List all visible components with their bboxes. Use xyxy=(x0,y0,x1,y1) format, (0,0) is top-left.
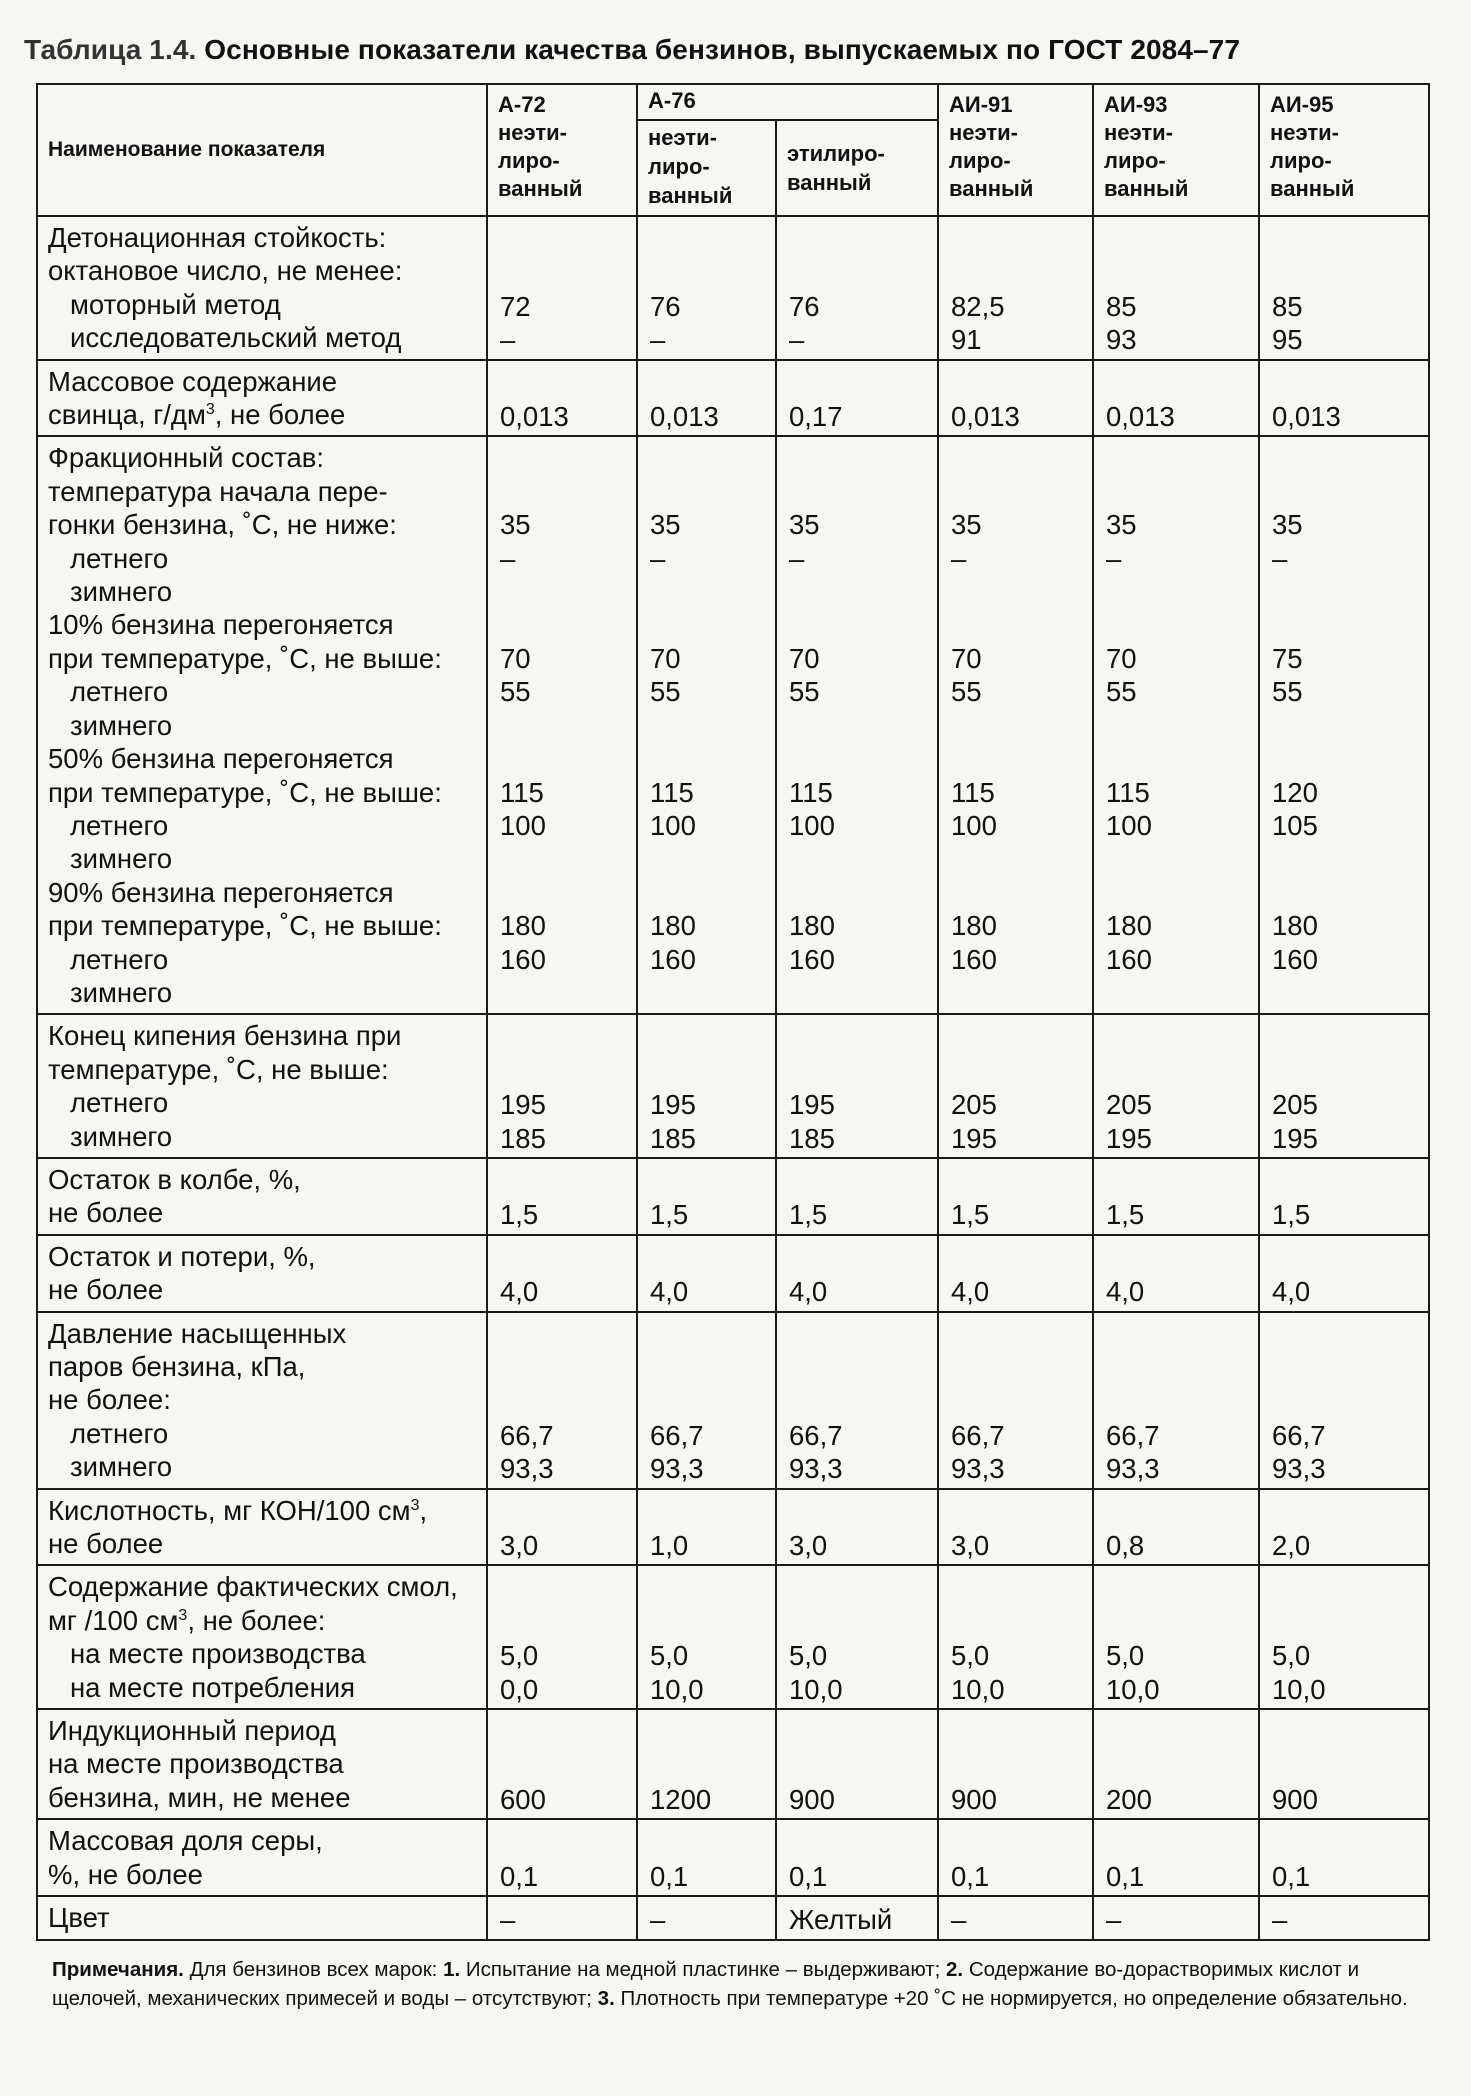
value: 115 xyxy=(1106,776,1150,808)
label-line: Фракционный состав: xyxy=(48,442,325,474)
table-title: Основные показатели качества бензинов, выпускаемых по ГОСТ 2084–77 xyxy=(204,34,1241,65)
value-cell xyxy=(776,216,938,360)
value: – xyxy=(500,324,516,356)
value: 55 xyxy=(789,676,820,708)
label-sub: зимнего xyxy=(70,843,173,875)
label-line: температуре, ˚С, не выше: xyxy=(48,1053,389,1085)
value-cell: 4,0 xyxy=(776,1235,938,1312)
label-gums xyxy=(37,1565,487,1709)
value-cell xyxy=(776,1565,938,1709)
value: 93,3 xyxy=(1272,1453,1326,1485)
value-cell xyxy=(938,1565,1093,1709)
value: 93,3 xyxy=(789,1453,843,1485)
value-cell xyxy=(1093,1014,1259,1158)
label-lead xyxy=(37,360,487,437)
label-endboil xyxy=(37,1014,487,1158)
label-sub: зимнего xyxy=(70,1451,173,1483)
header-a76-leaded xyxy=(776,120,938,216)
value-cell xyxy=(1093,1312,1259,1489)
label-line: Конец кипения бензина при xyxy=(48,1020,402,1052)
value: 35 xyxy=(650,509,681,541)
label-sub: зимнего xyxy=(70,709,173,741)
label-sulfur xyxy=(37,1819,487,1896)
superscript: 3 xyxy=(410,1496,420,1514)
value: 105 xyxy=(1272,810,1318,842)
value: 100 xyxy=(500,810,546,842)
value: 5,0 xyxy=(1272,1640,1311,1672)
value-cell: – xyxy=(1259,1896,1429,1939)
sub-a76-leaded-1: этилиро- xyxy=(787,141,885,166)
value-cell: 4,0 xyxy=(1259,1235,1429,1312)
value-cell xyxy=(487,1312,637,1489)
value-cell: 3,0 xyxy=(938,1489,1093,1566)
label-line: не более: xyxy=(48,1384,171,1416)
label-sub: зимнего xyxy=(70,1120,173,1152)
value: 10,0 xyxy=(951,1673,1005,1705)
value-cell xyxy=(637,1014,776,1158)
header-indicator-name: Наименование показателя xyxy=(37,84,487,216)
header-a76-unleaded xyxy=(637,120,776,216)
value: 205 xyxy=(951,1089,997,1121)
value-cell: 600 xyxy=(487,1709,637,1819)
value-cell: 1,0 xyxy=(637,1489,776,1566)
sub-a72-1: неэти- xyxy=(498,120,568,145)
value-cell: – xyxy=(487,1896,637,1939)
value-cell: – xyxy=(1093,1896,1259,1939)
label-line: на месте производства xyxy=(48,1748,344,1780)
value-cell: 1,5 xyxy=(1093,1158,1259,1235)
value-cell: 4,0 xyxy=(487,1235,637,1312)
value: 76 xyxy=(789,290,820,322)
sub-a76-2: лиро- xyxy=(648,154,710,179)
label-sub: зимнего xyxy=(70,976,173,1008)
label-line: 90% бензина перегоняется xyxy=(48,876,394,908)
note-text: Плотность при температуре +20 ˚С не нормируется, но определение обязательно. xyxy=(620,1986,1408,2010)
label-line: 50% бензина перегоняется xyxy=(48,743,394,775)
superscript: 3 xyxy=(178,1606,188,1624)
value: 10,0 xyxy=(1106,1673,1160,1705)
value-cell: 0,1 xyxy=(776,1819,938,1896)
value: – xyxy=(1106,542,1122,574)
value-cell: 0,1 xyxy=(1093,1819,1259,1896)
value: 66,7 xyxy=(1106,1419,1160,1451)
value-cell: 1,5 xyxy=(776,1158,938,1235)
label-line: 10% бензина перегоняется xyxy=(48,609,394,641)
value-cell: 2,0 xyxy=(1259,1489,1429,1566)
value: 93 xyxy=(1106,324,1137,356)
label-line: паров бензина, кПа, xyxy=(48,1351,306,1382)
value: – xyxy=(789,542,805,574)
value: 180 xyxy=(500,910,546,942)
table-number: Таблица 1.4. xyxy=(24,34,197,65)
value: 76 xyxy=(650,290,681,322)
value: 55 xyxy=(650,676,681,708)
page xyxy=(26,28,1426,2013)
label-line: бензина, мин, не менее xyxy=(48,1781,351,1813)
value-cell xyxy=(637,216,776,360)
value-cell: 1,5 xyxy=(487,1158,637,1235)
value-cell: 900 xyxy=(776,1709,938,1819)
value-cell xyxy=(487,1014,637,1158)
value: 55 xyxy=(1106,676,1137,708)
label-line: при температуре, ˚С, не выше: xyxy=(48,642,442,674)
value-cell xyxy=(487,436,637,1014)
row-actual-gums xyxy=(37,1565,1429,1709)
header-ai95 xyxy=(1259,84,1429,216)
label-line: не более xyxy=(48,1528,164,1560)
value: 160 xyxy=(951,943,997,975)
value: 55 xyxy=(500,676,531,708)
table-caption xyxy=(24,28,1426,72)
row-induction-period xyxy=(37,1709,1429,1819)
label-induction xyxy=(37,1709,487,1819)
value: – xyxy=(650,324,666,356)
value: 180 xyxy=(1106,910,1152,942)
label-part: мг /100 см xyxy=(48,1604,179,1636)
sub-ai93-2: лиро- xyxy=(1104,148,1166,173)
value: 95 xyxy=(1272,324,1303,356)
label-sub: летнего xyxy=(70,943,169,975)
note-text: Испытание на медной пластинке – выдерживают; xyxy=(465,1957,941,1981)
value-cell: 0,17 xyxy=(776,360,938,437)
value-cell xyxy=(938,1014,1093,1158)
value-cell: 0,013 xyxy=(938,360,1093,437)
sub-ai93-1: неэти- xyxy=(1104,120,1174,145)
value: – xyxy=(500,542,516,574)
value: 10,0 xyxy=(1272,1673,1326,1705)
sub-a72-3: ванный xyxy=(498,176,583,201)
note-number: 1. xyxy=(443,1957,461,1981)
value-cell: 4,0 xyxy=(637,1235,776,1312)
value-cell xyxy=(1259,1565,1429,1709)
value-cell: 1,5 xyxy=(938,1158,1093,1235)
value: 35 xyxy=(951,509,982,541)
value: 195 xyxy=(1106,1122,1152,1154)
sub-ai95-3: ванный xyxy=(1270,176,1355,201)
label-acidity xyxy=(37,1489,487,1566)
sub-ai93-3: ванный xyxy=(1104,176,1189,201)
value: 5,0 xyxy=(500,1640,539,1672)
value: 93,3 xyxy=(951,1453,1005,1485)
value: 66,7 xyxy=(951,1419,1005,1451)
sub-ai95-2: лиро- xyxy=(1270,148,1332,173)
label-losses xyxy=(37,1235,487,1312)
row-end-boiling xyxy=(37,1014,1429,1158)
value: 120 xyxy=(1272,776,1318,808)
label-line: Индукционный период xyxy=(48,1715,336,1747)
value: – xyxy=(1272,542,1288,574)
label-knock xyxy=(37,216,487,360)
label-line xyxy=(48,1604,486,1637)
label-line: гонки бензина, ˚С, не ниже: xyxy=(48,509,397,541)
value: 75 xyxy=(1272,643,1303,675)
value: 66,7 xyxy=(650,1419,704,1451)
value: 70 xyxy=(650,643,681,675)
value-cell xyxy=(1093,216,1259,360)
value-cell xyxy=(1259,1014,1429,1158)
value: 93,3 xyxy=(650,1453,704,1485)
label-line: Детонационная стойкость: xyxy=(48,222,387,253)
grade-ai91: АИ-91 xyxy=(949,92,1013,117)
row-vapor-pressure xyxy=(37,1312,1429,1489)
value: 185 xyxy=(500,1122,546,1154)
label-residue xyxy=(37,1158,487,1235)
label-sub: летнего xyxy=(70,1417,169,1449)
note-number: 3. xyxy=(597,1986,615,2010)
value-cell xyxy=(1259,436,1429,1014)
label-part: , xyxy=(419,1494,428,1526)
value-cell: 0,1 xyxy=(637,1819,776,1896)
value-cell: Желтый xyxy=(776,1896,938,1939)
value-cell: – xyxy=(637,1896,776,1939)
label-line: октановое число, не менее: xyxy=(48,255,403,287)
label-sub: летнего xyxy=(70,542,169,574)
label-line: не более xyxy=(48,1197,164,1229)
value: – xyxy=(650,542,666,574)
value: 180 xyxy=(1272,910,1318,942)
label-line: Содержание фактических смол, xyxy=(48,1571,458,1603)
label-sub: зимнего xyxy=(70,576,173,608)
value-cell xyxy=(487,1565,637,1709)
header-a72 xyxy=(487,84,637,216)
value: 115 xyxy=(650,776,694,808)
value: 195 xyxy=(789,1089,835,1121)
value: 55 xyxy=(951,676,982,708)
label-part: , не более: xyxy=(187,1604,326,1636)
label-line: Массовое содержание xyxy=(48,365,338,397)
value-cell: 0,013 xyxy=(1259,360,1429,437)
value-cell: 900 xyxy=(938,1709,1093,1819)
value-cell xyxy=(776,1312,938,1489)
label-line: при температуре, ˚С, не выше: xyxy=(48,910,442,942)
row-acidity xyxy=(37,1489,1429,1566)
label-sub: летнего xyxy=(70,1087,169,1119)
row-fractional-composition xyxy=(37,436,1429,1014)
value-cell: 4,0 xyxy=(1093,1235,1259,1312)
value: 100 xyxy=(789,810,835,842)
sub-ai91-1: неэти- xyxy=(949,120,1019,145)
value-cell xyxy=(776,1014,938,1158)
value: 85 xyxy=(1272,290,1303,322)
value: 185 xyxy=(650,1122,696,1154)
value: 93,3 xyxy=(1106,1453,1160,1485)
value-cell: 3,0 xyxy=(487,1489,637,1566)
grade-ai93: АИ-93 xyxy=(1104,92,1168,117)
label-line: Остаток в колбе, %, xyxy=(48,1163,301,1195)
value: 10,0 xyxy=(650,1673,704,1705)
value-cell xyxy=(637,436,776,1014)
value-cell: 4,0 xyxy=(938,1235,1093,1312)
value-cell xyxy=(776,436,938,1014)
value: 195 xyxy=(650,1089,696,1121)
value: 72 xyxy=(500,290,531,322)
label-line: Остаток и потери, %, xyxy=(48,1240,316,1272)
value: 180 xyxy=(650,910,696,942)
sub-a76-1: неэти- xyxy=(648,125,718,150)
value-cell: 900 xyxy=(1259,1709,1429,1819)
sub-a76-leaded-2: ванный xyxy=(787,170,872,195)
value-cell xyxy=(487,216,637,360)
notes-title: Примечания. xyxy=(52,1957,184,1981)
value-cell xyxy=(938,1312,1093,1489)
value: 85 xyxy=(1106,290,1137,322)
value-cell xyxy=(637,1565,776,1709)
value: 160 xyxy=(1272,943,1318,975)
label-color: Цвет xyxy=(37,1896,487,1939)
value: 160 xyxy=(789,943,835,975)
value-cell xyxy=(1093,436,1259,1014)
value: 115 xyxy=(789,776,833,808)
value: 66,7 xyxy=(789,1419,843,1451)
value-cell: 0,013 xyxy=(487,360,637,437)
header-ai93 xyxy=(1093,84,1259,216)
value-cell xyxy=(1259,216,1429,360)
value: 35 xyxy=(1272,509,1303,541)
sub-a72-2: лиро- xyxy=(498,148,560,173)
value: 82,5 xyxy=(951,290,1005,322)
grade-ai95: АИ-95 xyxy=(1270,92,1334,117)
sub-a76-3: ванный xyxy=(648,183,733,208)
value: 205 xyxy=(1272,1089,1318,1121)
value: 180 xyxy=(951,910,997,942)
label-part: , не более xyxy=(214,399,346,431)
value: 66,7 xyxy=(500,1419,554,1451)
value-cell xyxy=(637,1312,776,1489)
value: 180 xyxy=(789,910,835,942)
value-cell: 200 xyxy=(1093,1709,1259,1819)
grade-a76: А-76 xyxy=(648,88,696,113)
value: 195 xyxy=(951,1122,997,1154)
value: 35 xyxy=(500,509,531,541)
value: 100 xyxy=(951,810,997,842)
label-line xyxy=(48,1494,486,1527)
value: 205 xyxy=(1106,1089,1152,1121)
value: 0,0 xyxy=(500,1673,539,1705)
superscript: 3 xyxy=(205,400,215,418)
label-sub: летнего xyxy=(70,676,169,708)
value: 70 xyxy=(789,643,820,675)
value-cell: 0,013 xyxy=(637,360,776,437)
table-notes xyxy=(52,1955,1432,2013)
label-part: свинца, г/дм xyxy=(48,399,206,431)
row-knock-resistance xyxy=(37,216,1429,360)
row-sulfur xyxy=(37,1819,1429,1896)
label-fraction xyxy=(37,436,487,1014)
value-cell: 1,5 xyxy=(1259,1158,1429,1235)
note-text: Содержание во-дорастворимых кислот и щелочей, механических примесей и воды – отсутствуют; xyxy=(52,1957,1360,2010)
value: 5,0 xyxy=(650,1640,689,1672)
label-sub: исследовательский метод xyxy=(70,322,402,354)
sub-ai91-3: ванный xyxy=(949,176,1034,201)
value-cell: 0,1 xyxy=(487,1819,637,1896)
value: 91 xyxy=(951,324,982,356)
note-number: 2. xyxy=(946,1957,964,1981)
row-flask-residue xyxy=(37,1158,1429,1235)
value: 5,0 xyxy=(951,1640,990,1672)
value: 35 xyxy=(1106,509,1137,541)
label-line: Массовая доля серы, xyxy=(48,1825,323,1857)
label-vapor xyxy=(37,1312,487,1489)
label-line: не более xyxy=(48,1274,164,1306)
value-cell: 0,1 xyxy=(938,1819,1093,1896)
row-lead-content xyxy=(37,360,1429,437)
value: 70 xyxy=(500,643,531,675)
gasoline-quality-table xyxy=(36,83,1430,1941)
value: 100 xyxy=(650,810,696,842)
value-cell: 3,0 xyxy=(776,1489,938,1566)
label-sub: на месте потребления xyxy=(70,1671,356,1703)
value-cell xyxy=(938,436,1093,1014)
sub-ai95-1: неэти- xyxy=(1270,120,1340,145)
label-line: при температуре, ˚С, не выше: xyxy=(48,776,442,808)
header-a76 xyxy=(637,84,938,120)
value: 185 xyxy=(789,1122,835,1154)
value: 160 xyxy=(650,943,696,975)
value-cell xyxy=(1259,1312,1429,1489)
sub-ai91-2: лиро- xyxy=(949,148,1011,173)
grade-a72: А-72 xyxy=(498,92,546,117)
value-cell: 0,8 xyxy=(1093,1489,1259,1566)
value: 66,7 xyxy=(1272,1419,1326,1451)
label-line xyxy=(48,398,486,431)
value: 100 xyxy=(1106,810,1152,842)
value: 5,0 xyxy=(789,1640,828,1672)
value: 160 xyxy=(1106,943,1152,975)
value-cell xyxy=(1093,1565,1259,1709)
value: 70 xyxy=(951,643,982,675)
value: – xyxy=(951,542,967,574)
value: 55 xyxy=(1272,676,1303,708)
row-color xyxy=(37,1896,1429,1939)
value-cell: 0,013 xyxy=(1093,360,1259,437)
value: 195 xyxy=(500,1089,546,1121)
value-cell: 1200 xyxy=(637,1709,776,1819)
value: 160 xyxy=(500,943,546,975)
value: 195 xyxy=(1272,1122,1318,1154)
notes-intro: Для бензинов всех марок: xyxy=(189,1957,438,1981)
header-ai91 xyxy=(938,84,1093,216)
value: – xyxy=(789,324,805,356)
label-line: %, не более xyxy=(48,1858,203,1890)
value-cell xyxy=(938,216,1093,360)
row-residue-losses xyxy=(37,1235,1429,1312)
label-part: Кислотность, мг КОН/100 см xyxy=(48,1494,411,1526)
label-line: температура начала пере- xyxy=(48,475,388,507)
header-row-1 xyxy=(37,84,1429,120)
value: 10,0 xyxy=(789,1673,843,1705)
value: 115 xyxy=(500,776,544,808)
label-line: Давление насыщенных xyxy=(48,1317,347,1349)
value: 35 xyxy=(789,509,820,541)
value: 5,0 xyxy=(1106,1640,1145,1672)
value: 115 xyxy=(951,776,995,808)
label-sub: летнего xyxy=(70,809,169,841)
value: 93,3 xyxy=(500,1453,554,1485)
value-cell: 1,5 xyxy=(637,1158,776,1235)
value-cell: 0,1 xyxy=(1259,1819,1429,1896)
label-sub: моторный метод xyxy=(70,288,281,320)
label-sub: на месте производства xyxy=(70,1638,366,1670)
value: 70 xyxy=(1106,643,1137,675)
value-cell: – xyxy=(938,1896,1093,1939)
